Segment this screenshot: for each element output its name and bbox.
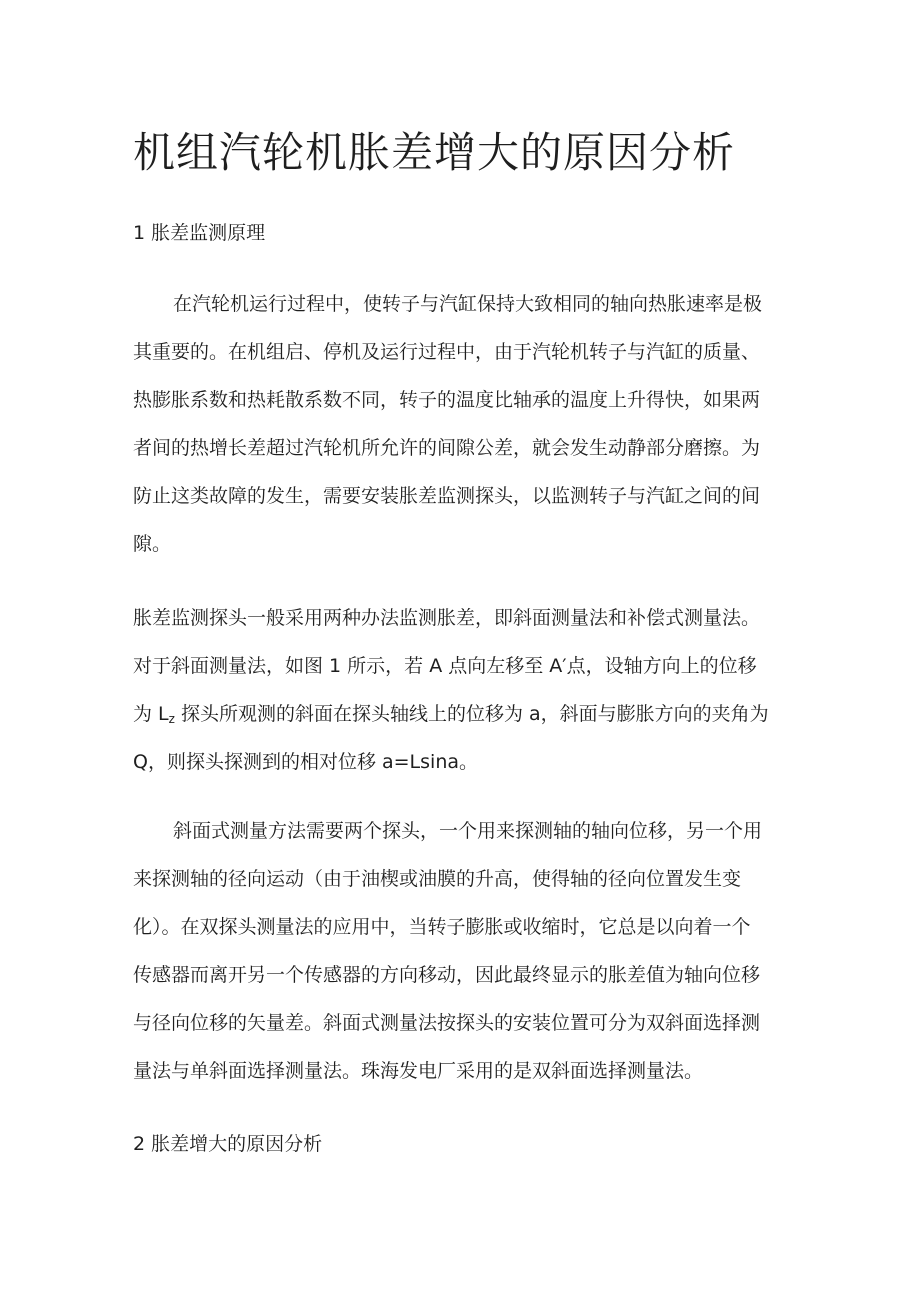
paragraph-line: 与径向位移的矢量差。斜面式测量法按探头的安装位置可分为双斜面选择测 bbox=[133, 1012, 761, 1034]
paragraph-line: 斜面式测量方法需要两个探头，一个用来探测轴的轴向位移，另一个用 bbox=[173, 820, 763, 842]
paragraph-line-with-subscript bbox=[133, 690, 803, 738]
paragraph-principle-intro bbox=[133, 280, 803, 568]
paragraph-line: 热膨胀系数和热耗散系数不同，转子的温度比轴承的温度上升得快，如果两 bbox=[133, 389, 761, 411]
paragraph-line: 化）。在双探头测量法的应用中，当转子膨胀或收缩时，它总是以向着一个 bbox=[133, 916, 751, 938]
section-heading-1: 1 胀差监测原理 bbox=[133, 222, 266, 244]
paragraph-line: 隙。 bbox=[133, 533, 172, 555]
paragraph-line: 在汽轮机运行过程中，使转子与汽缸保持大致相同的轴向热胀速率是极 bbox=[173, 293, 763, 315]
section-heading-2: 2 胀差增大的原因分析 bbox=[133, 1133, 323, 1155]
paragraph-slope-method bbox=[133, 594, 803, 786]
text-fragment: 探头所观测的斜面在探头轴线上的位移为 a，斜面与膨胀方向的夹角为 bbox=[174, 703, 769, 725]
subscript-z: z bbox=[168, 712, 175, 726]
paragraph-line: 传感器而离开另一个传感器的方向移动，因此最终显示的胀差值为轴向位移 bbox=[133, 964, 761, 986]
paragraph-dual-probe bbox=[133, 807, 803, 1095]
paragraph-line: 来探测轴的径向运动（由于油楔或油膜的升高，使得轴的径向位置发生变 bbox=[133, 868, 742, 890]
text-fragment: 为 L bbox=[133, 703, 169, 725]
paragraph-line: 者间的热增长差超过汽轮机所允许的间隙公差，就会发生动静部分磨擦。为 bbox=[133, 437, 761, 459]
paragraph-line: 其重要的。在机组启、停机及运行过程中，由于汽轮机转子与汽缸的质量、 bbox=[133, 341, 761, 363]
paragraph-line: Q，则探头探测到的相对位移 a=Lsina。 bbox=[133, 751, 479, 773]
paragraph-line: 对于斜面测量法，如图 1 所示，若 A 点向左移至 A′点，设轴方向上的位移 bbox=[133, 655, 757, 677]
paragraph-line: 量法与单斜面选择测量法。珠海发电厂采用的是双斜面选择测量法。 bbox=[133, 1060, 704, 1082]
document-title: 机组汽轮机胀差增大的原因分析 bbox=[133, 128, 736, 177]
paragraph-line: 胀差监测探头一般采用两种办法监测胀差，即斜面测量法和补偿式测量法。 bbox=[133, 607, 761, 629]
paragraph-line: 防止这类故障的发生，需要安装胀差监测探头，以监测转子与汽缸之间的间 bbox=[133, 485, 761, 507]
